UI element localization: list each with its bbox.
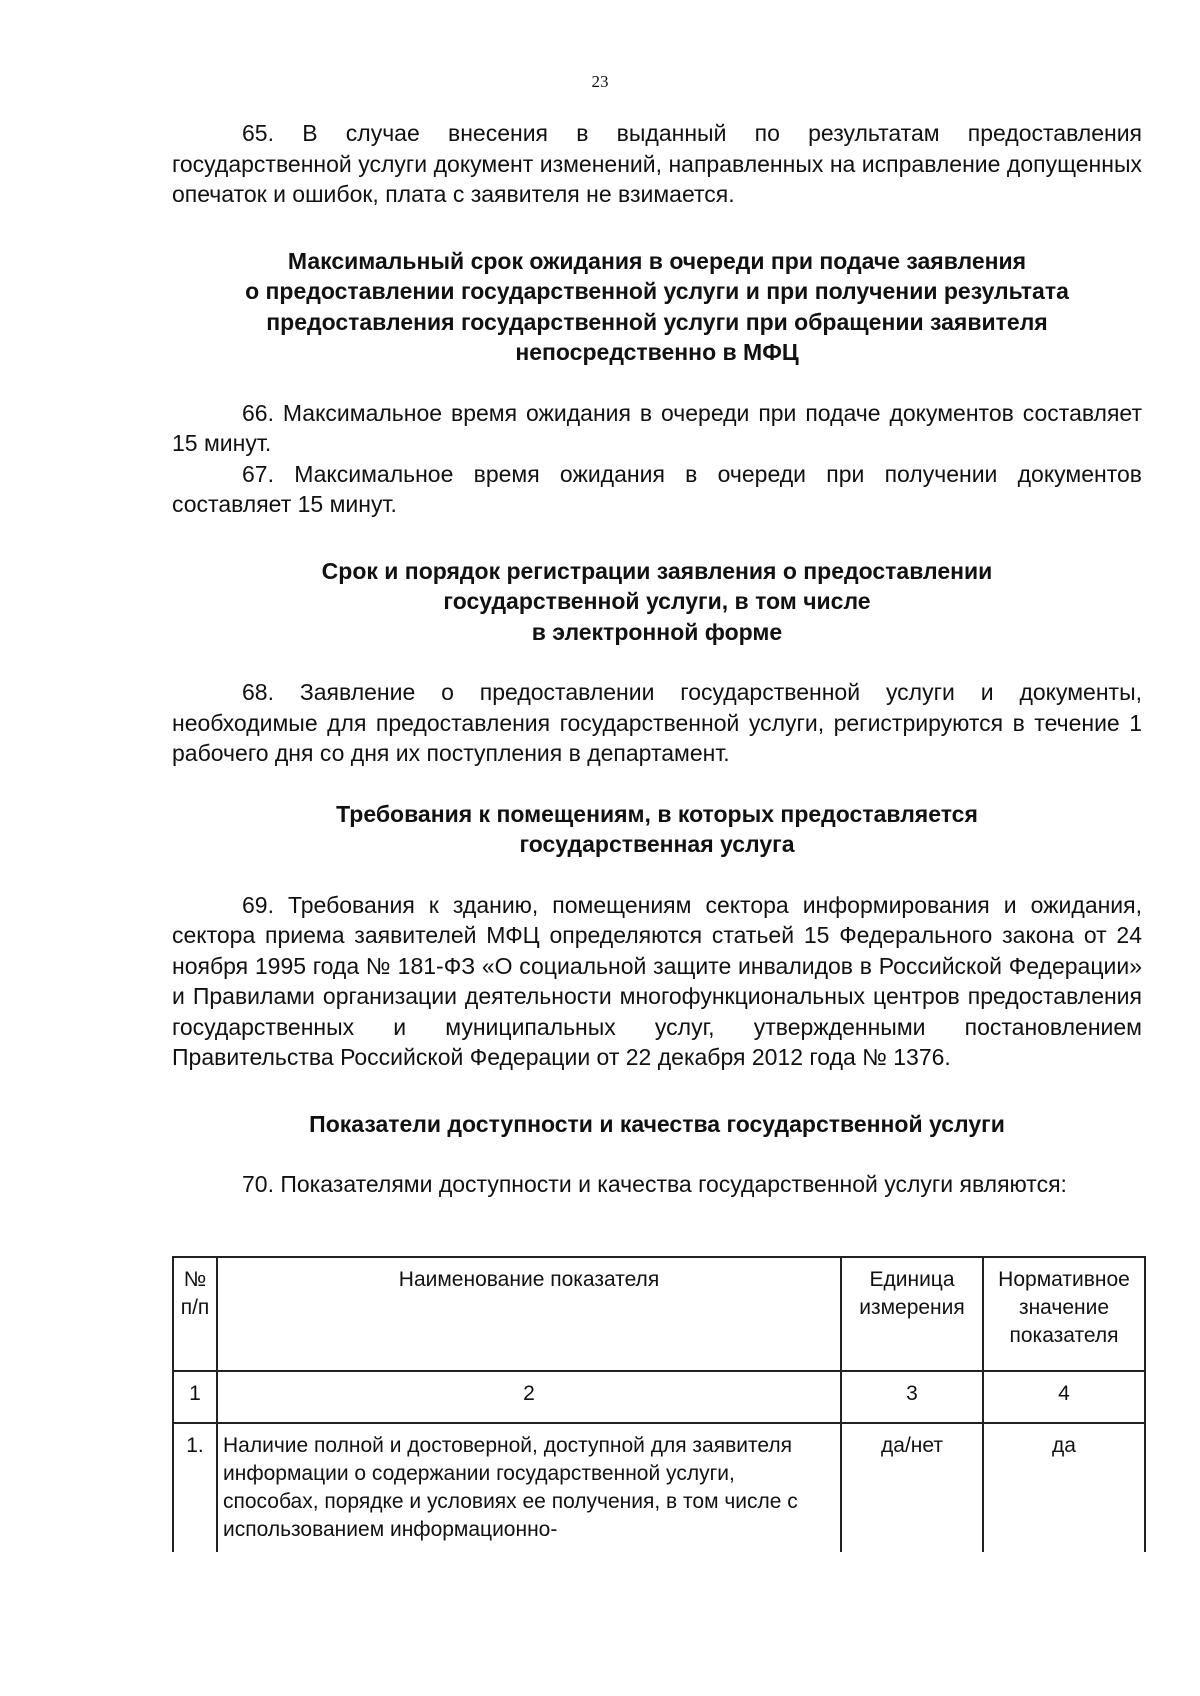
heading-line: в электронной форме [531, 618, 783, 645]
table-column-numbers-row [173, 1371, 1145, 1423]
heading-line: предоставления государственной услуги при обращении заявителя [266, 308, 1048, 335]
column-number-cell: 4 [983, 1371, 1145, 1423]
column-number-cell: 1 [173, 1371, 217, 1423]
section-heading-premises [172, 799, 1142, 860]
table-row [173, 1423, 1145, 1552]
heading-line: Показатели доступности и качества государственной услуги [309, 1110, 1005, 1137]
heading-line: государственной услуги, в том числе [443, 588, 871, 614]
paragraph-65: 65. В случае внесения в выданный по результатам предоставления государственной услуги документ изменений, направленных на исправление допущенных опечаток и ошибок, плата с заявителя не взимается. [172, 120, 1142, 207]
header-cell-unit: Единица измерения [841, 1257, 983, 1371]
section-heading-queue-time [172, 246, 1142, 368]
document-body [172, 118, 1142, 1200]
row-number-cell: 1. [173, 1423, 217, 1552]
section-heading-indicators [172, 1109, 1142, 1140]
heading-line: Срок и порядок регистрации заявления о предоставлении [321, 557, 993, 584]
heading-line: Требования к помещениям, в которых предоставляется [336, 800, 978, 827]
page-number: 23 [591, 72, 609, 91]
paragraph-66: 66. Максимальное время ожидания в очереди при подаче документов составляет 15 минут. [172, 399, 1142, 456]
section-heading-registration [172, 556, 1142, 648]
header-cell-number: № п/п [173, 1257, 217, 1371]
row-value-cell: да [983, 1423, 1145, 1552]
row-unit-cell: да/нет [841, 1423, 983, 1552]
column-number-cell: 2 [217, 1371, 841, 1423]
column-number-cell: 3 [841, 1371, 983, 1423]
paragraph-67: 67. Максимальное время ожидания в очереди при получении документов составляет 15 минут. [172, 460, 1142, 517]
indicators-table [172, 1256, 1146, 1552]
header-cell-name: Наименование показателя [217, 1257, 841, 1371]
header-cell-value: Нормативное значение показателя [983, 1257, 1145, 1371]
heading-line: Максимальный срок ожидания в очереди при подаче заявления [287, 247, 1027, 274]
paragraph-70: 70. Показателями доступности и качества государственной услуги являются: [242, 1171, 1067, 1197]
heading-line: государственная услуга [519, 831, 795, 857]
paragraph-69: 69. Требования к зданию, помещениям сектора информирования и ожидания, сектора приема заявителей МФЦ определяются статьей 15 Федерального закона от 24 ноября 1995 года № 181-ФЗ «О социальной защите инвалидов в Российской Федерации» и Правилами организации деятельности многофункциональных центров предоставления государственных и муниципальных услуг, утвержденными постановлением Правительства Российской Федерации от 22 декабря 2012 года № 1376. [172, 891, 1142, 1070]
heading-line: о предоставлении государственной услуги и при получении результата [245, 278, 1069, 304]
table-header-row [173, 1257, 1145, 1371]
paragraph-68: 68. Заявление о предоставлении государственной услуги и документы, необходимые для предоставления государственной услуги, регистрируются в течение 1 рабочего дня со дня их поступления в департамент. [172, 679, 1142, 766]
heading-line: непосредственно в МФЦ [515, 339, 799, 365]
row-name-cell: Наличие полной и достоверной, доступной для заявителя информации о содержании государственной услуги, способах, порядке и условиях ее получения, в том числе с использованием информационно- [217, 1423, 841, 1552]
